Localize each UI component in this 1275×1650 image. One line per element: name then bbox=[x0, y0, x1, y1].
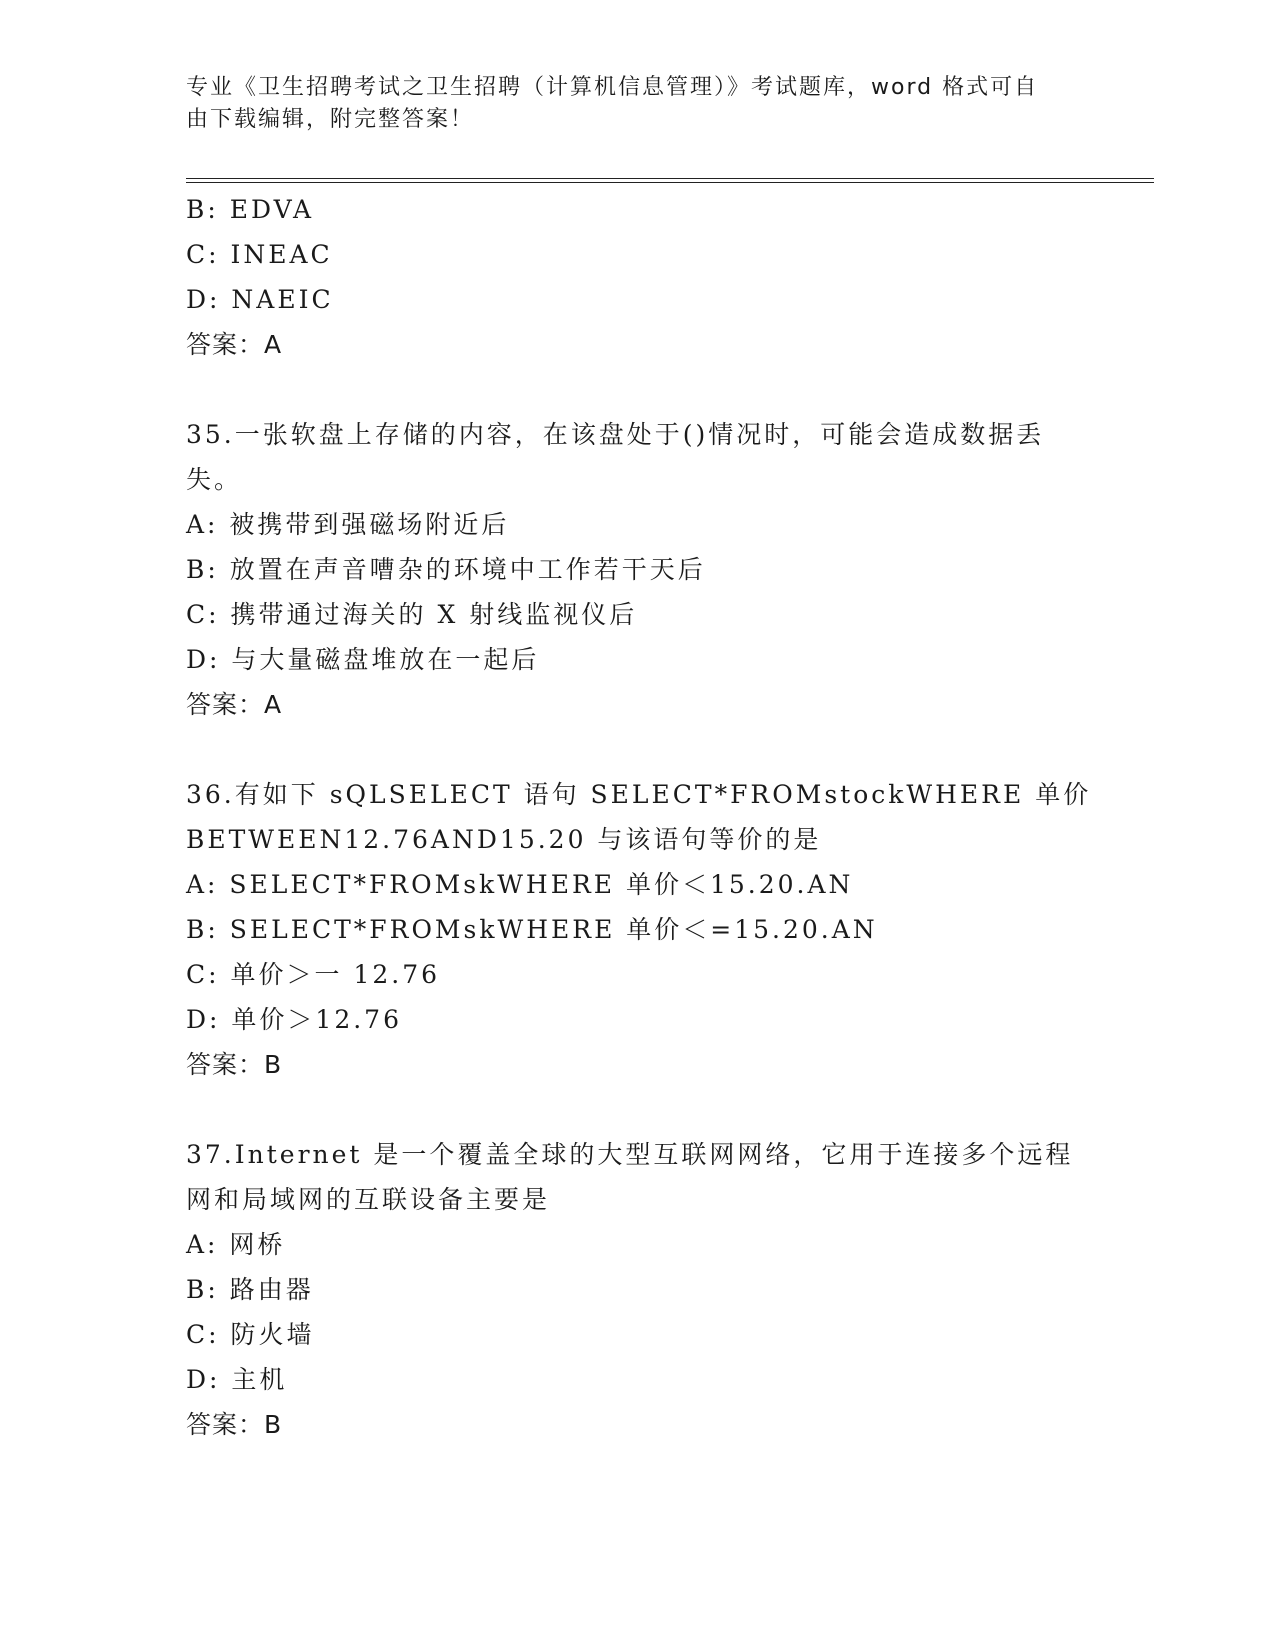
q35-stem-line-2: 失。 bbox=[186, 465, 243, 494]
prev-option-b: B: EDVA bbox=[186, 195, 315, 224]
q35-option-c: C: 携带通过海关的 X 射线监视仪后 bbox=[186, 600, 638, 629]
q35-option-a: A: 被携带到强磁场附近后 bbox=[186, 510, 510, 539]
q35-answer: 答案：A bbox=[186, 690, 283, 719]
q36-option-b: B: SELECT*FROMskWHERE 单价＜=15.20.AN bbox=[186, 915, 878, 944]
header-line-2: 由下载编辑，附完整答案！ bbox=[186, 107, 475, 132]
header-line-1: 专业《卫生招聘考试之卫生招聘（计算机信息管理）》考试题库，word 格式可自 bbox=[186, 75, 1039, 100]
q37-option-c: C: 防火墙 bbox=[186, 1320, 315, 1349]
q37-stem-line-2: 网和局域网的互联设备主要是 bbox=[186, 1185, 551, 1214]
q37-option-a: A: 网桥 bbox=[186, 1230, 286, 1259]
q36-stem-line-1: 36.有如下 sQLSELECT 语句 SELECT*FROMstockWHERE 单价 bbox=[186, 780, 1092, 809]
q35-option-d: D: 与大量磁盘堆放在一起后 bbox=[186, 645, 540, 674]
q36-option-c: C: 单价＞一 12.76 bbox=[186, 960, 441, 989]
prev-answer: 答案：A bbox=[186, 330, 283, 359]
q36-option-a: A: SELECT*FROMskWHERE 单价＜15.20.AN bbox=[186, 870, 854, 899]
prev-option-c: C: INEAC bbox=[186, 240, 333, 269]
q37-stem-line-1: 37.Internet 是一个覆盖全球的大型互联网网络，它用于连接多个远程 bbox=[186, 1140, 1074, 1169]
q37-answer: 答案：B bbox=[186, 1410, 283, 1439]
q35-option-b: B: 放置在声音嘈杂的环境中工作若干天后 bbox=[186, 555, 706, 584]
q37-option-d: D: 主机 bbox=[186, 1365, 288, 1394]
q36-option-d: D: 单价＞12.76 bbox=[186, 1005, 402, 1034]
prev-option-d: D: NAEIC bbox=[186, 285, 334, 314]
header-divider bbox=[186, 178, 1154, 183]
q37-option-b: B: 路由器 bbox=[186, 1275, 314, 1304]
document-header bbox=[186, 72, 1066, 136]
q36-answer: 答案：B bbox=[186, 1050, 283, 1079]
q36-stem-line-2: BETWEEN12.76AND15.20 与该语句等价的是 bbox=[186, 825, 822, 854]
q35-stem-line-1: 35.一张软盘上存储的内容，在该盘处于()情况时，可能会造成数据丢 bbox=[186, 420, 1045, 449]
